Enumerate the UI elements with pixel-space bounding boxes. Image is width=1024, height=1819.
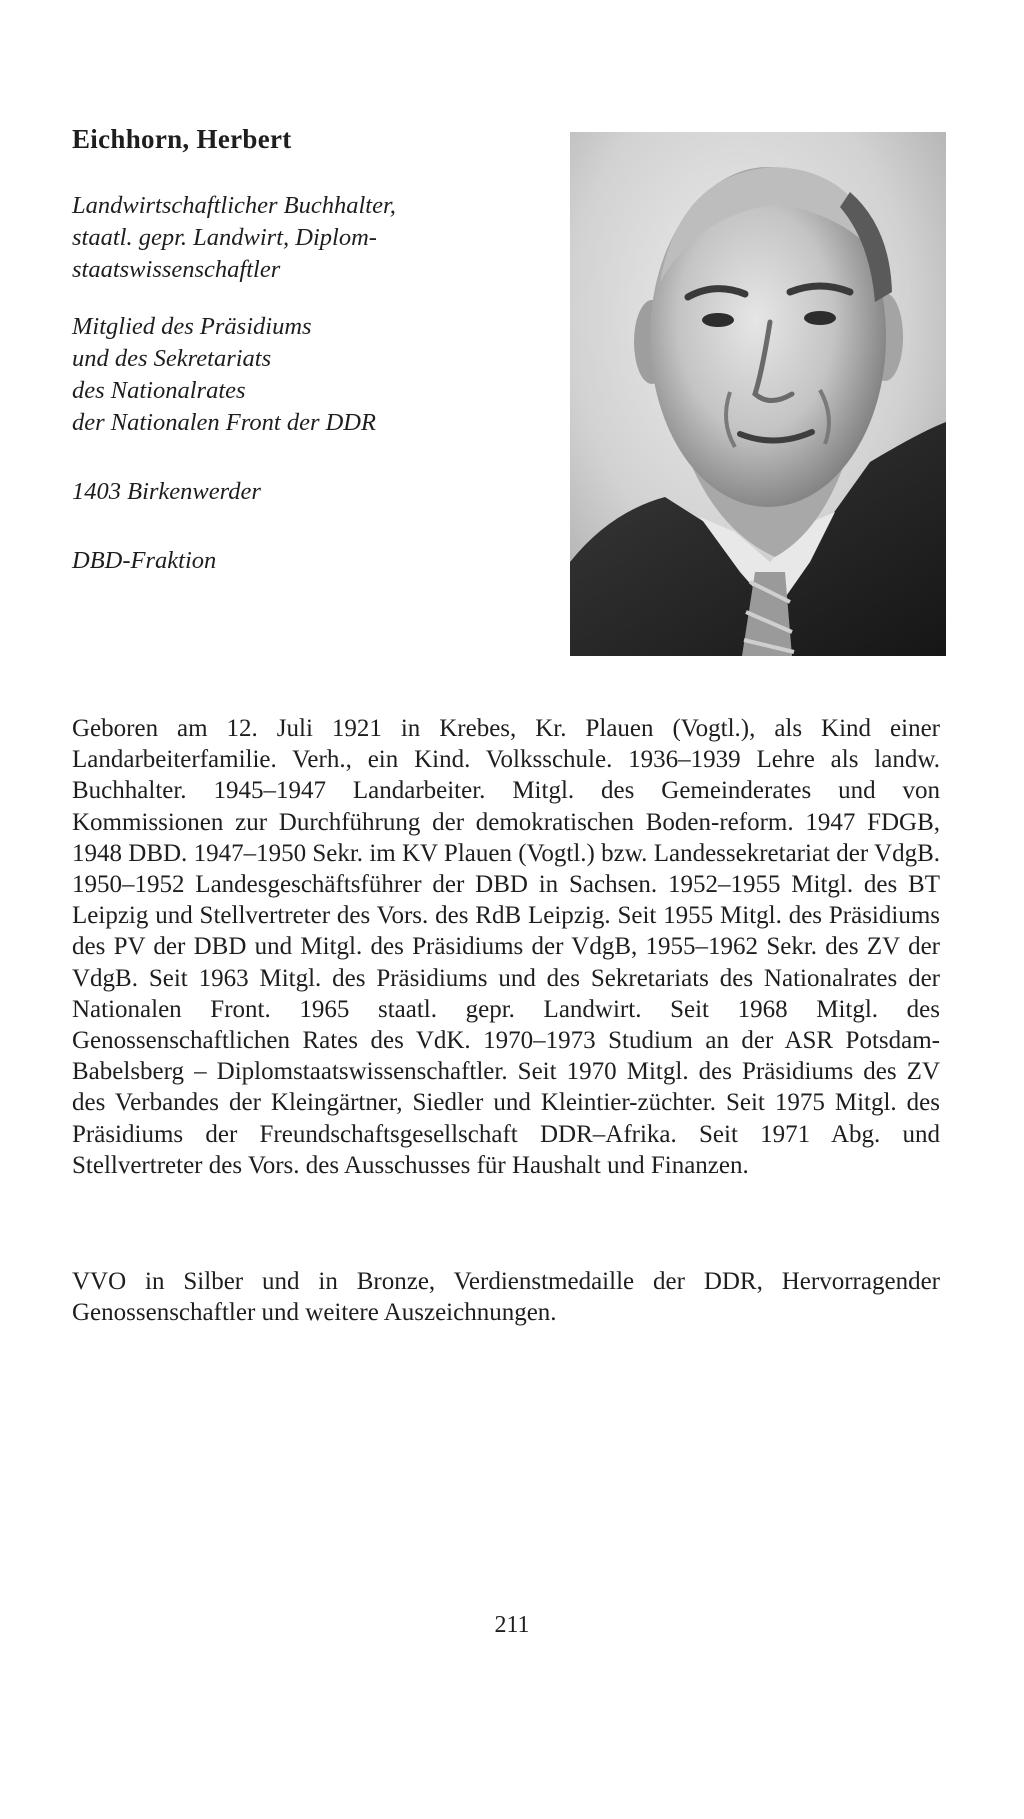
profession-line: staatl. gepr. Landwirt, Diplom- [72,224,377,251]
page-number: 211 [494,1612,530,1638]
profession-line: staatswissenschaftler [72,256,281,283]
address: 1403 Birkenwerder [72,478,261,505]
entry-details [72,190,552,577]
biography-text: Geboren am 12. Juli 1921 in Krebes, Kr. Plauen (Vogtl.), als Kind einer Landarbeiterfamilie. Verh., ein Kind. Volksschule. 1936–1939 Lehre als landw. Buchhalter. 1945–1947 Landarbeiter. Mitgl. des Gemeinderates und von Kommissionen zur Durchführung der demokratischen Boden-reform. 1947 FDGB, 1948 DBD. 1947–1950 Sekr. im KV Plauen (Vogtl.) bzw. Landessekretariat der VdgB. 1950–1952 Landesgeschäftsführer der DBD in Sachsen. 1952–1955 Mitgl. des BT Leipzig und Stellvertreter des Vors. des RdB Leipzig. Seit 1955 Mitgl. des Präsidiums des PV der DBD und Mitgl. des Präsidiums der VdgB, 1955–1962 Sekr. des ZV der VdgB. Seit 1963 Mitgl. des Präsidiums und des Sekretariats des Nationalrates der Nationalen Front. 1965 staatl. gepr. Landwirt. Seit 1968 Mitgl. des Genossenschaftlichen Rates des VdK. 1970–1973 Studium an der ASR Potsdam-Babelsberg – Diplomstaatswissenschaftler. Seit 1970 Mitgl. des Präsidiums des ZV des Verbandes der Kleingärtner, Siedler und Kleintier-züchter. Seit 1975 Mitgl. des Präsidiums der Freundschaftsgesellschaft DDR–Afrika. Seit 1971 Abg. und Stellvertreter des Vors. des Ausschusses für Haushalt und Finanzen. [72,715,940,1179]
function-line: Mitglied des Präsidiums [72,313,312,340]
entry-name: Eichhorn, Herbert [72,124,292,154]
function [72,311,552,439]
function-line: und des Sekretariats [72,345,272,372]
function-line: des Nationalrates [72,377,246,404]
profession-line: Landwirtschaftlicher Buchhalter, [72,192,396,219]
faction: DBD-Fraktion [72,547,217,574]
portrait-photo-icon [570,132,946,656]
function-line: der Nationalen Front der DDR [72,409,376,436]
profession [72,190,552,286]
honors-text: VVO in Silber und in Bronze, Verdienstmedaille der DDR, Hervorragender Genossenschaftler und weitere Auszeichnungen. [72,1268,940,1327]
